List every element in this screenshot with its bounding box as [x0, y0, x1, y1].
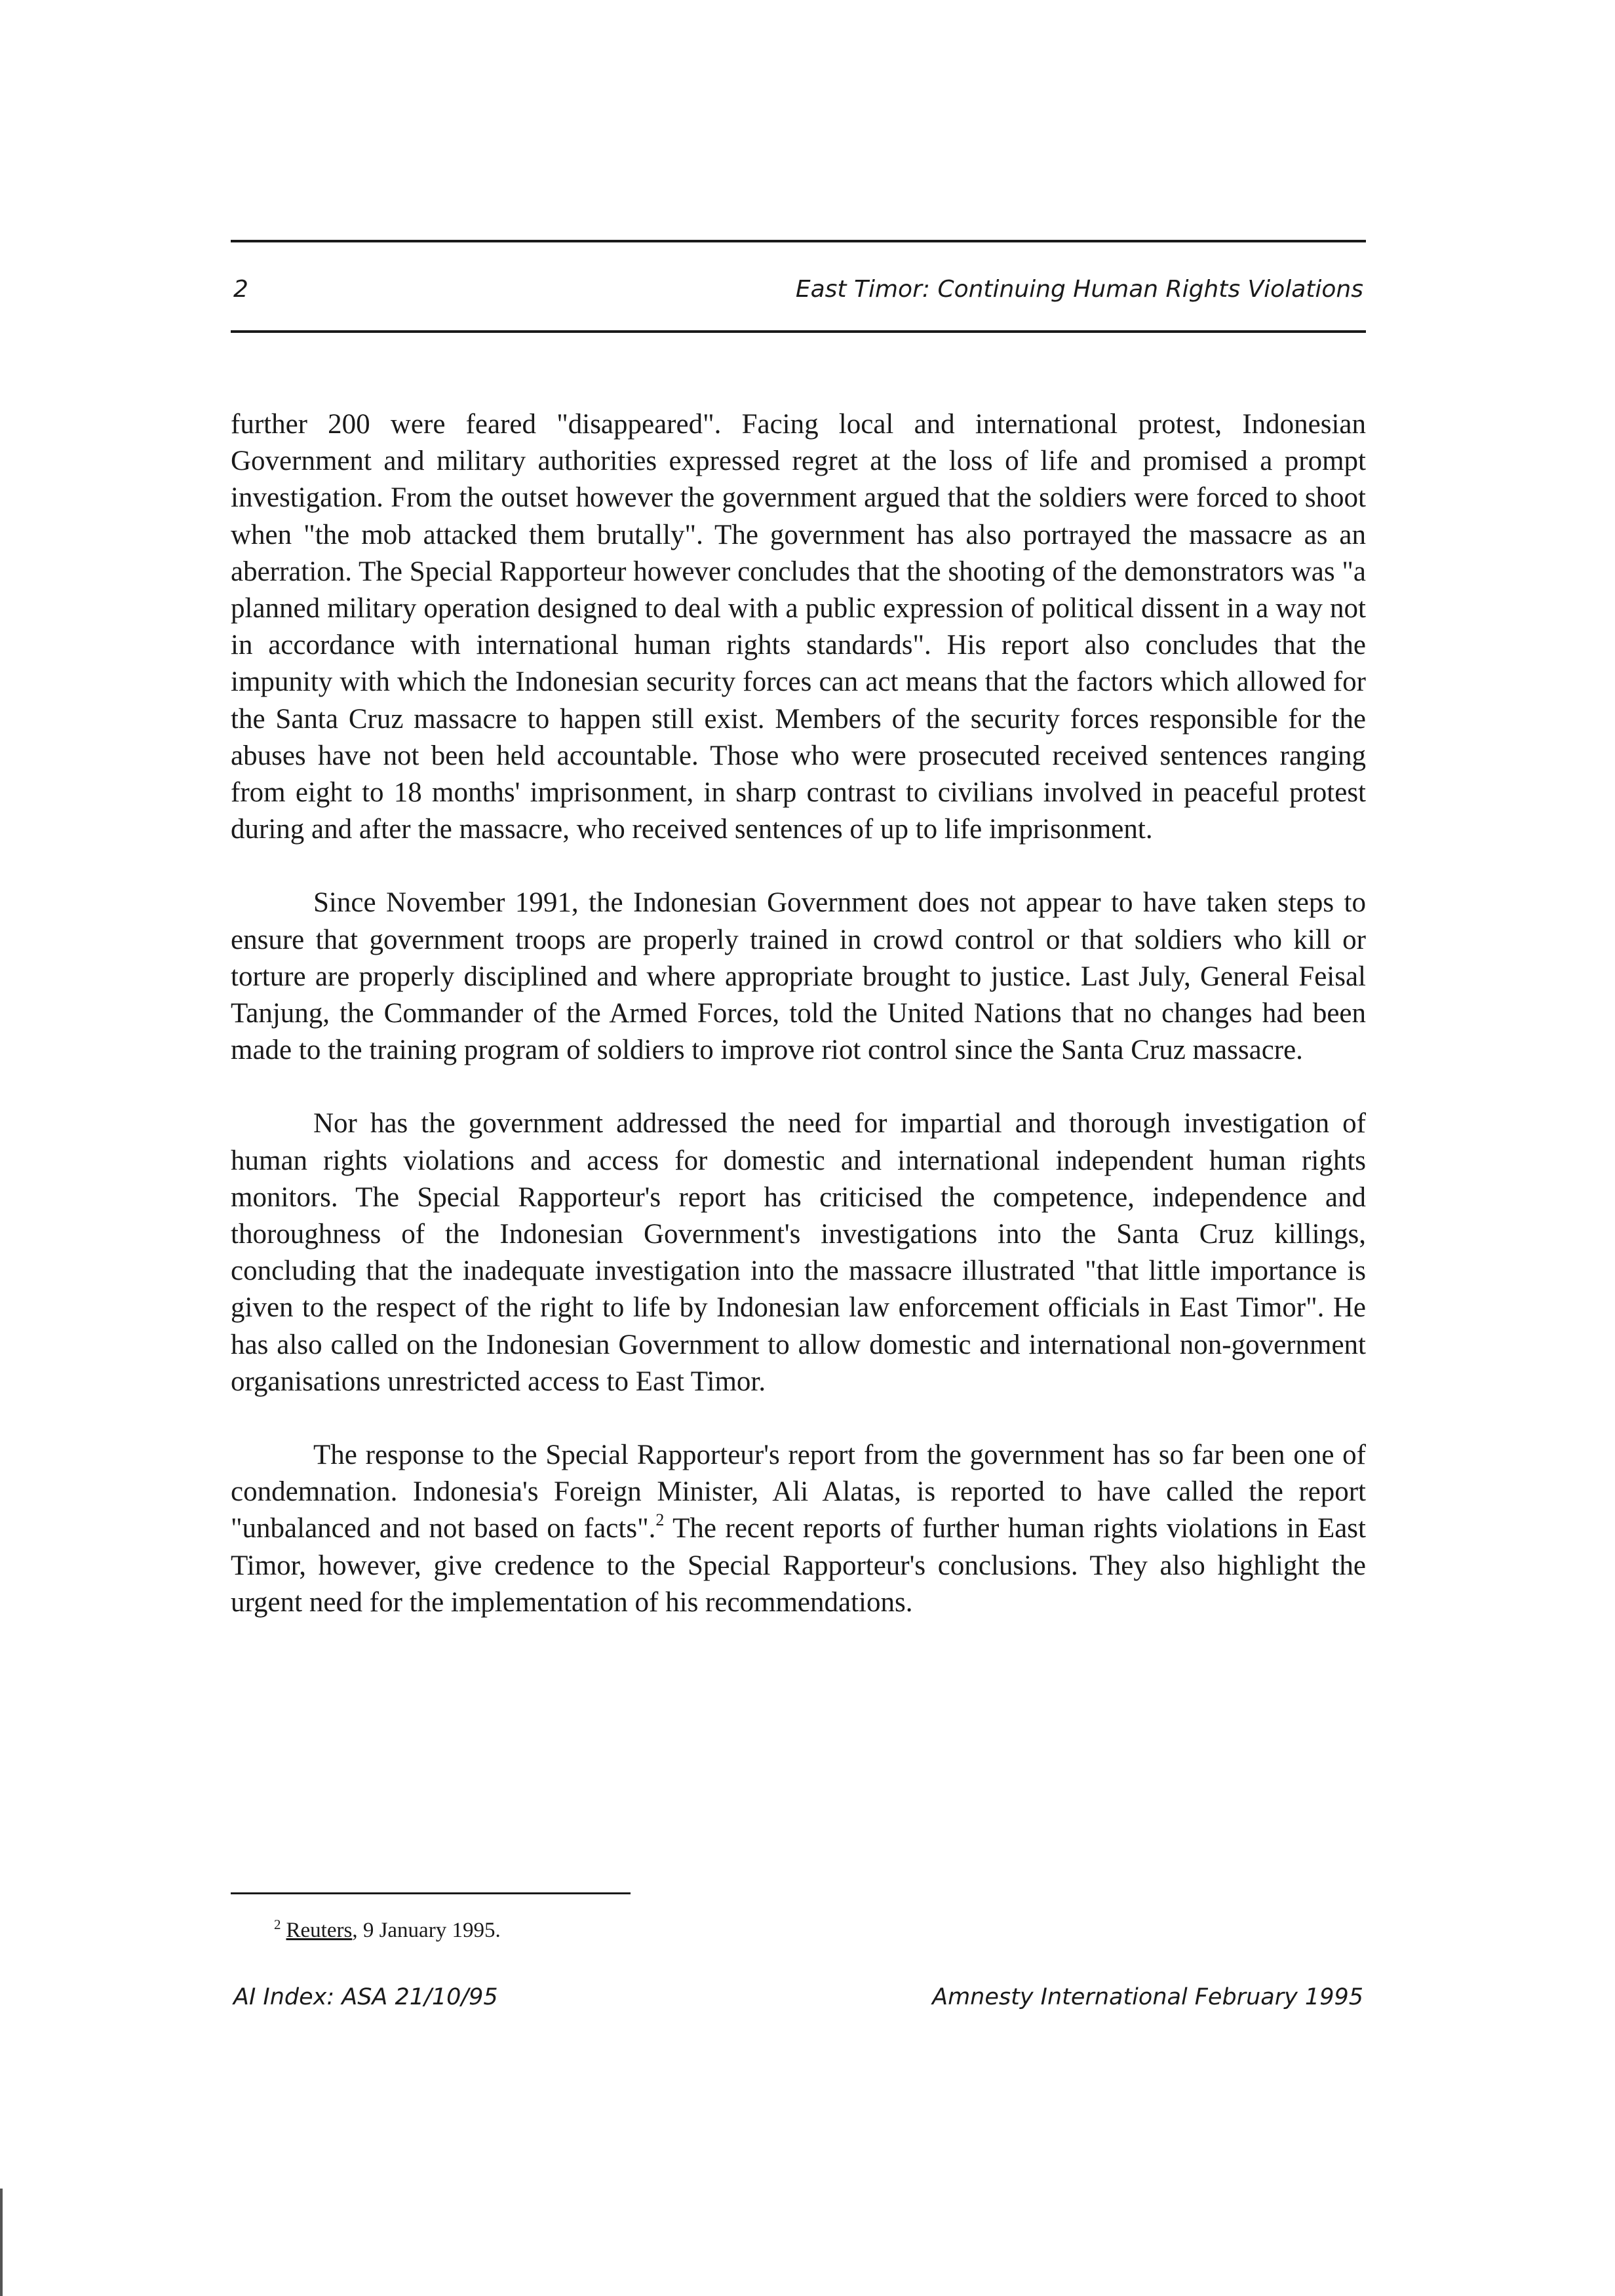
header-top-rule [231, 240, 1366, 242]
running-footer [231, 1978, 1366, 2017]
paragraph-1: further 200 were feared "disappeared". Facing local and international protest, Indonesian Government and military authorities expressed regret at the loss of life and promised a prompt investigation. From the outset however the government argued that the soldiers were forced to shoot when "the mob attacked them brutally". The government has also portrayed the massacre as an aberration. The Special Rapporteur however concludes that the shooting of the demonstrators was "a planned military operation designed to deal with a public expression of political dissent in a way not in accordance with international human rights standards". His report also concludes that the impunity with which the Indonesian security forces can act means that the factors which allowed for the Santa Cruz massacre to happen still exist. Members of the security forces responsible for the abuses have not been held accountable. Those who were prosecuted received sentences ranging from eight to 18 months' imprisonment, in sharp contrast to civilians involved in peaceful protest during and after the massacre, who received sentences of up to life imprisonment. [231, 409, 1366, 845]
header-bottom-rule [231, 330, 1366, 333]
scan-binding-edge [0, 2189, 3, 2296]
paragraph-4-text-start: The response to the Special Rapporteur's report from the government has so far been one of condemnation. Indonesia's Foreign Minister, Ali Alatas, is reported to have called the report "unbalanced and not based on facts". [231, 1440, 1366, 1544]
footnote-reference: 2 [655, 1510, 665, 1530]
footnote-separator [231, 1892, 631, 1894]
footnote [274, 1916, 501, 1945]
body-text [231, 406, 1366, 1621]
running-header [231, 270, 1366, 309]
paragraph-2: Since November 1991, the Indonesian Government does not appear to have taken steps to ensure that government troops are properly trained in crowd control or that soldiers who kill or torture are properly disciplined and where appropriate brought to justice. Last July, General Feisal Tanjung, the Commander of the Armed Forces, told the United Nations that no changes had been made to the training program of soldiers to improve riot control since the Santa Cruz massacre. [231, 887, 1366, 1066]
paragraph-4 [231, 1437, 1366, 1621]
footnote-mark: 2 [274, 1917, 281, 1932]
running-title: East Timor: Continuing Human Rights Violations [795, 276, 1363, 303]
ai-index: AI Index: ASA 21/10/95 [233, 1984, 498, 2010]
footnote-source: Reuters [286, 1919, 353, 1942]
publisher-date: Amnesty International February 1995 [932, 1984, 1363, 2010]
footnote-date: , 9 January 1995. [352, 1919, 501, 1942]
paragraph-3: Nor has the government addressed the need for impartial and thorough investigation of human rights violations and access for domestic and international independent human rights monitors. The Special Rapporteur's report has criticised the competence, independence and thoroughness of the Indonesian Government's investigations into the Santa Cruz killings, concluding that the inadequate investigation into the massacre illustrated "that little importance is given to the respect of the right to life by Indonesian law enforcement officials in East Timor". He has also called on the Indonesian Government to allow domestic and international non-government organisations unrestricted access to East Timor. [231, 1108, 1366, 1397]
paragraph-4-text-end: The recent reports of further human rights violations in East Timor, however, give credence to the Special Rapporteur's conclusions. They also highlight the urgent need for the implementation of his recommendations. [231, 1513, 1366, 1618]
page-number: 2 [233, 276, 248, 303]
